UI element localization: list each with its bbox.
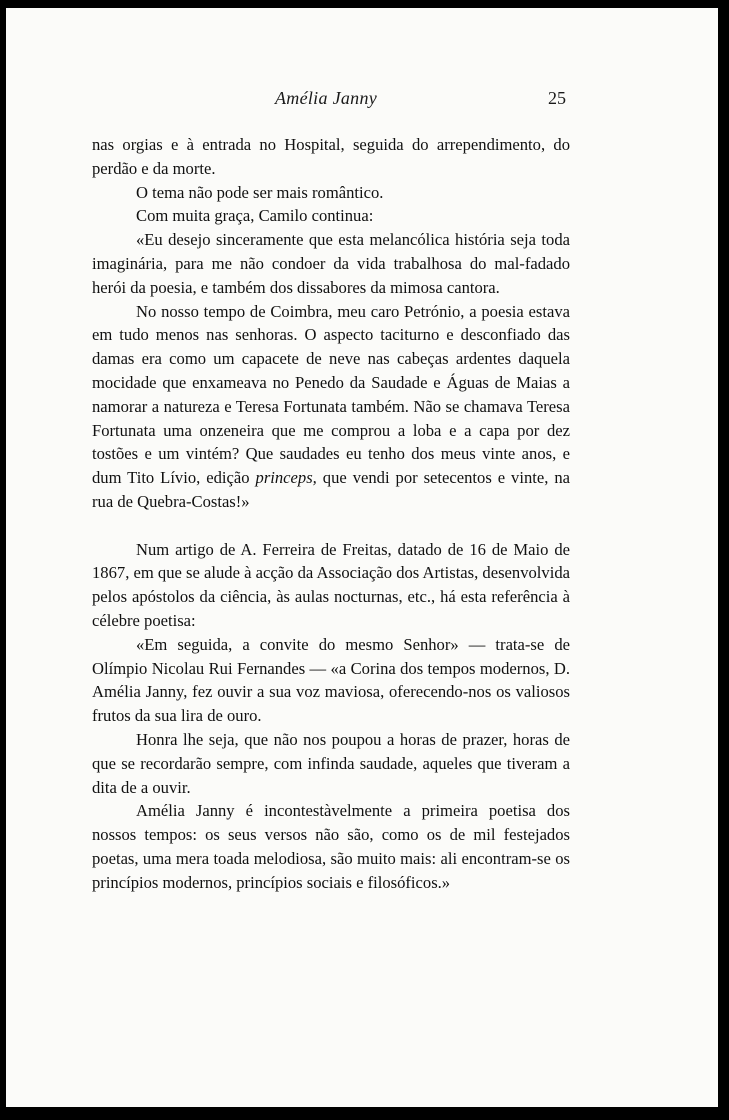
princeps-italic: princeps, bbox=[255, 468, 317, 488]
paragraph-quote-end: Amélia Janny é incontestàvelmente a primeira poetisa dos nossos tempos: os seus versos não são, como os de mil festejados poetas, uma mera toada melodiosa, são muito mais: ali encontram-se os princípios modernos, princípios sociais e filosóficos.» bbox=[92, 801, 570, 892]
page-number: 25 bbox=[548, 88, 566, 108]
paragraph-quote-start: «Eu desejo sinceramente que esta melancólica história seja toda imaginária, para me não condoer da vida trabalhosa do mal-fadado herói da poesia, e também dos dissabores da mimosa cantora. bbox=[92, 230, 570, 297]
paragraph-continued: nas orgias e à entrada no Hospital, seguida do arrependimento, do perdão e da morte. bbox=[92, 135, 570, 178]
paragraph-coimbra bbox=[92, 300, 570, 514]
paragraph-quote: «Em seguida, a convite do mesmo Senhor» — trata-se de Olímpio Nicolau Rui Fernandes — «a Corina dos tempos modernos, D. Amélia Janny, fez ouvir a sua voz maviosa, oferecendo-nos os valiosos frutos da sua lira de ouro. bbox=[92, 634, 570, 726]
body-text bbox=[92, 133, 570, 895]
paragraph-coimbra-end: que vendi por setecentos e vinte, na rua de Quebra-Costas!» bbox=[92, 468, 571, 511]
page-edge-shadow bbox=[718, 8, 722, 1107]
paragraph: Com muita graça, Camilo continua: bbox=[136, 206, 374, 226]
paragraph-article: Num artigo de A. Ferreira de Freitas, datado de 16 de Maio de 1867, em que se alude à acção da Associação dos Artistas, desenvolvida pelos apóstolos da ciência, às aulas nocturnas, etc., há esta referência à célebre poetisa: bbox=[92, 539, 570, 630]
paragraph: O tema não pode ser mais romântico. bbox=[136, 182, 384, 202]
paragraph-coimbra-text: No nosso tempo de Coimbra, meu caro Petrónio, a poesia estava em tudo menos nas senhoras. O aspecto taciturno e desconfiado das damas era como um capacete de neve nas cabeças ardentes daquela mocidade que enxameava no Penedo da Saudade e Águas de Maias a namorar a natureza e Teresa Fortunata também. Não se chamava Teresa Fortunata uma onzeneira que me comprou a loba e a capa por dez tostões e um vintém? Que saudades eu tenho dos meus vinte anos, e dum Tito Lívio, edição bbox=[92, 301, 570, 488]
book-page bbox=[6, 8, 718, 1107]
paragraph: Honra lhe seja, que não nos poupou a horas de prazer, horas de que se recordarão sempre, com infinda saudade, aqueles que tiveram a dita de a ouvir. bbox=[92, 729, 570, 797]
running-header bbox=[6, 88, 718, 112]
running-title: Amélia Janny bbox=[275, 88, 378, 108]
